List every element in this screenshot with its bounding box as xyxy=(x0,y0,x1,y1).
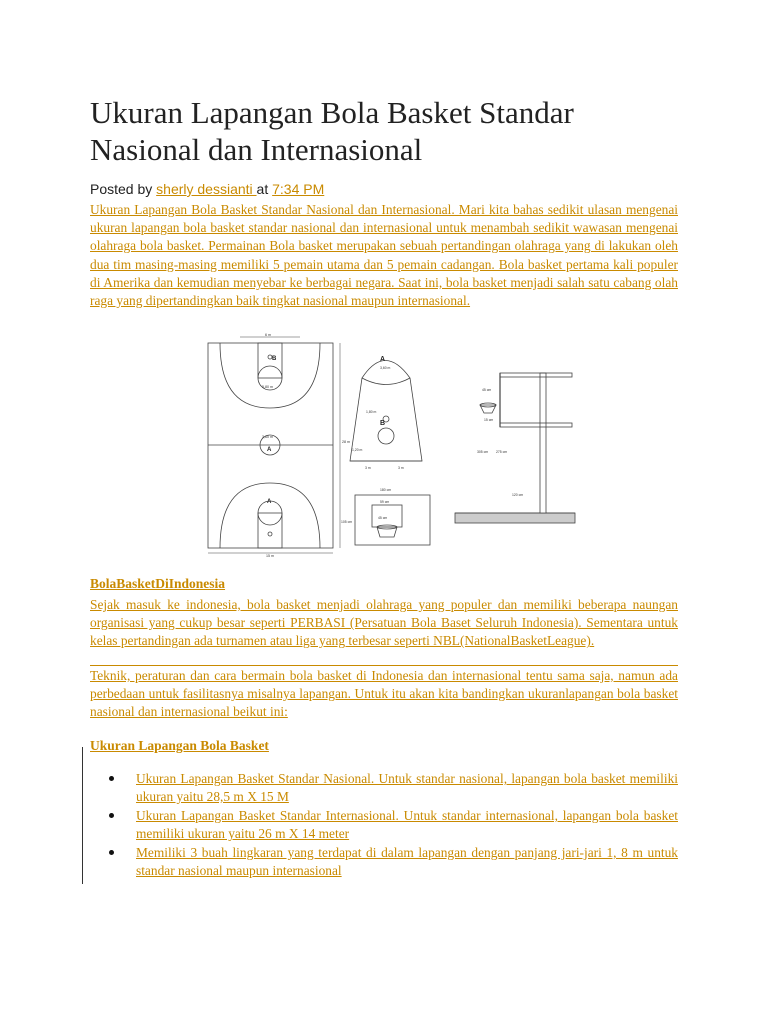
label-pole-15cm: 15 cm xyxy=(484,418,494,422)
label-15m: 15 m xyxy=(266,554,274,558)
posted-at: at xyxy=(256,181,273,197)
label-28m: 28 m xyxy=(342,440,350,444)
court-diagram-figure xyxy=(200,333,580,558)
author-link[interactable]: sherly dessianti xyxy=(156,181,257,197)
posted-prefix: Posted by xyxy=(90,181,157,197)
paragraph-organisasi[interactable] xyxy=(90,596,678,651)
label-120cm: 120 cm xyxy=(512,493,524,497)
list-item[interactable]: Memiliki 3 buah lingkaran yang terdapat di dalam lapangan dengan panjang jari-jari 1, 8 m untuk standar nasional maupun internasional xyxy=(136,845,678,878)
label-580m: 5,80 m xyxy=(262,385,273,389)
label-key-120m: 1,20 m xyxy=(352,448,363,452)
post-meta xyxy=(90,181,324,197)
backboard-diagram xyxy=(355,495,430,545)
label-key-3m-right: 3 m xyxy=(398,466,404,470)
size-list xyxy=(90,770,678,881)
full-court-diagram xyxy=(208,337,340,553)
label-275cm: 275 cm xyxy=(496,450,508,454)
label-key-3m-left: 3 m xyxy=(365,466,371,470)
label-key-360m: 3,60 m xyxy=(380,366,391,370)
paragraph-organisasi-text[interactable]: Sejak masuk ke indonesia, bola basket menjadi olahraga yang populer dan memiliki beberapa naungan organisasi yang cukup besar seperti PERBASI (Persatuan Bola Baset Seluruh Indonesia). Sementara untuk kelas pertandingan ada turnamen atau liga yang terbesar seperti NBL(NationalBasketLeague). xyxy=(90,597,678,649)
label-305cm: 305 cm xyxy=(477,450,489,454)
paragraph-perbandingan-text[interactable]: Teknik, peraturan dan cara bermain bola basket di Indonesia dan internasional tentu sama saja, namun ada perbedaan untuk fasilitasnya misalnya lapangan. Untuk itu akan kita bandingkan ukuranlapangan bola basket nasional dan internasional beikut ini: xyxy=(90,668,678,720)
list-item[interactable]: Ukuran Lapangan Basket Standar Internasional. Untuk standar internasional, lapangan bola basket memiliki ukuran yaitu 26 m X 14 meter xyxy=(136,808,678,841)
blockquote-bar xyxy=(82,747,83,884)
court-letter-b: B xyxy=(272,356,277,362)
section-heading-ukuran[interactable]: Ukuran Lapangan Bola Basket xyxy=(90,738,269,753)
label-180cm: 180 cm xyxy=(380,488,392,492)
court-letter-a-center: A xyxy=(267,447,272,453)
label-59cm: 59 cm xyxy=(380,500,390,504)
key-letter-b: B xyxy=(380,420,386,427)
section-heading-indonesia[interactable]: BolaBasketDiIndonesia xyxy=(90,576,226,591)
page-title: Ukuran Lapangan Bola Basket Standar Nasional dan Internasional xyxy=(90,95,574,167)
label-360m: 3,60 m xyxy=(262,435,273,439)
divider xyxy=(90,665,678,666)
intro-paragraph[interactable] xyxy=(90,201,678,310)
list-item[interactable]: Ukuran Lapangan Basket Standar Nasional. Untuk standar nasional, lapangan bola basket memiliki ukuran yaitu 28,5 m X 15 M xyxy=(136,771,678,804)
key-diagram xyxy=(350,361,422,462)
label-key-180m: 1,80 m xyxy=(366,410,377,414)
time-link[interactable]: 7:34 PM xyxy=(272,181,325,197)
pole-diagram xyxy=(455,373,575,523)
label-105cm: 105 cm xyxy=(341,520,353,524)
label-45cm: 45 cm xyxy=(378,516,388,520)
paragraph-perbandingan[interactable] xyxy=(90,667,678,722)
intro-text[interactable]: Ukuran Lapangan Bola Basket Standar Nasional dan Internasional. Mari kita bahas sedikit ulasan mengenai ukuran lapangan bola basket standar nasional dan internasional untuk menambah sedikit wawasan mengenai olahraga bola basket. Permainan Bola basket merupakan sebuah pertandingan olahraga yang di lakukan oleh dua tim masing-masing memiliki 5 pemain utama dan 5 pemain cadangan. Bola basket pertama kali populer di Amerika dan kemudian menyebar ke berbagai negara. Saat ini, bola basket menjadi salah satu cabang olah raga yang dipertandingkan baik tingkat nasional maupun internasional. xyxy=(90,202,678,309)
key-letter-a: A xyxy=(380,356,386,363)
label-6m: 6 m xyxy=(265,333,271,337)
label-pole-45cm: 45 cm xyxy=(482,388,492,392)
court-letter-a-bottom: A xyxy=(267,499,272,505)
